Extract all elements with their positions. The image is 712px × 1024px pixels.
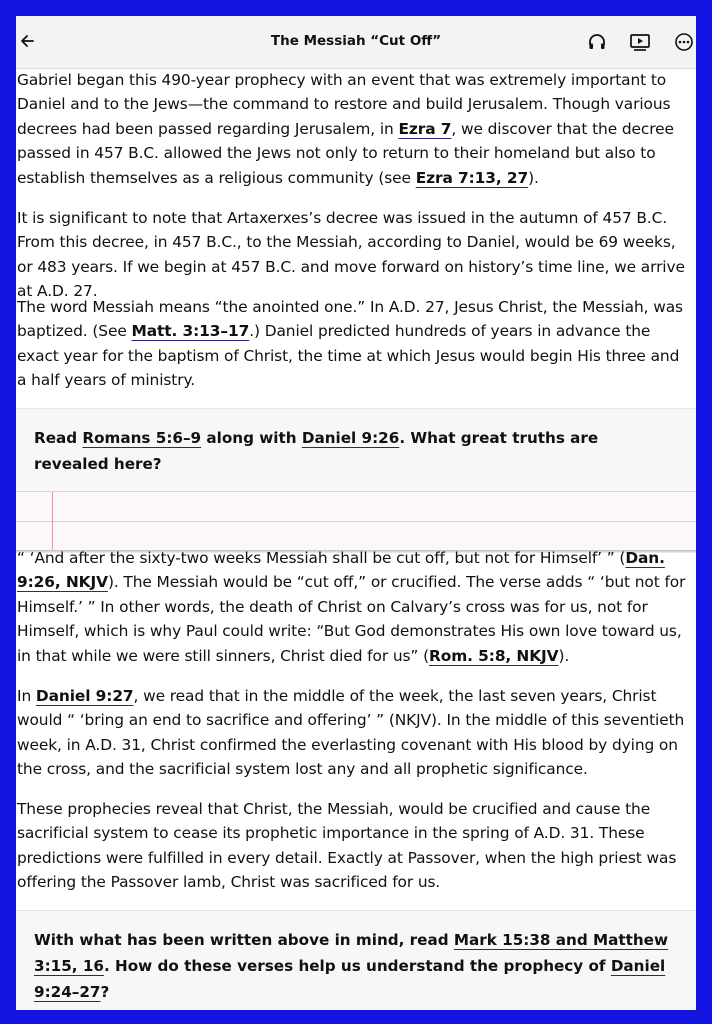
paragraph-5: [17, 684, 693, 782]
question-text-part: With what has been written above in mind, read: [34, 931, 454, 949]
question-box-2: [16, 910, 696, 1010]
paragraph-text: In: [17, 687, 36, 705]
question-text-part: . What great truths are revealed here?: [34, 429, 599, 473]
paragraph-4: [17, 546, 693, 668]
question-text: [16, 911, 696, 1010]
scripture-link-daniel-9-24-27[interactable]: Daniel 9:24–27: [34, 957, 666, 1001]
top-bar: [16, 16, 696, 69]
paragraph-text: Gabriel began this 490-year prophecy with an event that was extremely important to Daniel and to the Jews—the command to restore and build Jerusalem. Though various decrees had been passed regarding Jerusalem, in: [17, 71, 671, 138]
scripture-link-daniel-9-26[interactable]: Daniel 9:26: [301, 429, 400, 447]
play-video-icon: [629, 32, 651, 52]
paragraph-text: It is significant to note that Artaxerxes’s decree was issued in the autumn of 457 B.C. From this decree, in 457 B.C., to the Messiah, according to Daniel, would be 69 weeks, or 483 years. If we begin at 457 B.C. and move forward on history’s time line, we arrive at A.D. 27.: [17, 209, 685, 301]
arrow-left-icon: [19, 33, 35, 49]
question-text-part: . How do these verses help us understand the prophecy of: [103, 957, 611, 975]
scripture-link-matt-3-13-17[interactable]: Matt. 3:13–17: [131, 322, 250, 341]
more-options-icon: [674, 32, 694, 52]
question-text-part: along with: [201, 429, 302, 447]
paragraph-3: [17, 295, 691, 393]
app-window: [16, 16, 696, 1010]
scripture-link-daniel-9-27[interactable]: Daniel 9:27: [35, 687, 134, 705]
audio-button[interactable]: [585, 30, 609, 54]
question-text-part: ?: [100, 983, 110, 1001]
paragraph-text: These prophecies reveal that Christ, the Messiah, would be crucified and cause the sacrificial system to cease its prophetic importance in the spring of A.D. 31. These predictions were fulfilled in every detail. Exactly at Passover, when the high priest was offering the Passover lamb, Christ was sacrificed for us.: [17, 800, 677, 892]
question-text: [16, 409, 696, 491]
scripture-link-dan-9-26-nkjv[interactable]: Dan. 9:26, NKJV: [17, 549, 665, 592]
scripture-link-ezra-7[interactable]: Ezra 7: [398, 119, 452, 138]
paragraph-2: [17, 206, 691, 304]
scripture-link-rom-5-8-nkjv[interactable]: Rom. 5:8, NKJV: [428, 646, 559, 665]
paragraph-text: The word Messiah means “the anointed one.” In A.D. 27, Jesus Christ, the Messiah, was baptized. (See: [17, 298, 683, 341]
paragraph-text: , we discover that the decree passed in 457 B.C. allowed the Jews not only to return to their homeland but also to establish themselves as a religious community (see: [17, 119, 674, 187]
paragraph-6: [17, 797, 691, 895]
back-button[interactable]: [16, 28, 38, 54]
scripture-link-romans-5-6-9[interactable]: Romans 5:6–9: [82, 429, 202, 447]
paragraph-text: ).: [528, 168, 539, 187]
paragraph-text: ). The Messiah would be “cut off,” or crucified. The verse adds “ ‘but not for Himself.’ ” In other words, the death of Christ on Calvary’s cross was for us, not for Himself, which is why Paul could write: “But God demonstrates His own love toward us, in that while we were still sinners, Christ died for us” (: [17, 573, 686, 665]
page-title: The Messiah “Cut Off”: [270, 33, 442, 49]
more-options-button[interactable]: [672, 30, 696, 54]
answer-field[interactable]: [16, 491, 696, 550]
paragraph-1: [17, 68, 691, 190]
headphones-icon: [587, 32, 607, 52]
paragraph-text: ).: [558, 646, 570, 665]
question-text-part: Read: [34, 429, 83, 447]
answer-margin-line: [52, 492, 53, 550]
answer-rule-line: [16, 521, 696, 522]
scripture-link-mark-15-38-matthew-3-15-16[interactable]: Mark 15:38 and Matthew 3:15, 16: [34, 931, 669, 975]
paragraph-text: , we read that in the middle of the week, the last seven years, Christ would “ ‘bring an end to sacrifice and offering’ ” (NKJV). In the middle of this seventieth week, in A.D. 31, Christ confirmed the everlasting covenant with His blood by dying on the cross, and the sacrificial system lost any and all prophetic significance.: [17, 687, 685, 779]
question-box-1: [16, 408, 696, 553]
video-button[interactable]: [628, 30, 652, 54]
paragraph-text: .) Daniel predicted hundreds of years in advance the exact year for the baptism of Christ, the time at which Jesus would begin His three and a half years of ministry.: [17, 322, 680, 390]
paragraph-text: “ ‘And after the sixty-two weeks Messiah shall be cut off, but not for Himself’ ” (: [17, 549, 626, 567]
scripture-link-ezra-7-13-27[interactable]: Ezra 7:13, 27: [415, 168, 529, 187]
